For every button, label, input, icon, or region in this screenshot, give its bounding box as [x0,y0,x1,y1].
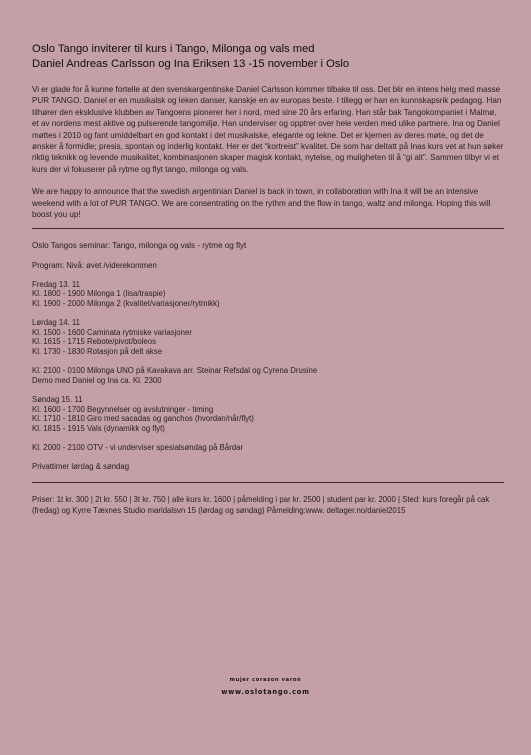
schedule-item: Kl. 1900 - 2000 Milonga 2 (kvalitet/variasjoner/rytmikk) [32,299,220,309]
page-title [32,42,504,72]
divider-top [32,228,504,229]
schedule-item: Kl. 1615 - 1715 Rebote/pivot/boleos [32,337,156,347]
schedule-item: Kl. 1500 - 1600 Caminata rytmiske variasjoner [32,327,192,337]
program-level: Program: Nivå: øvet /viderekommen [32,260,157,270]
title-line-1: Oslo Tango inviterer til kurs i Tango, Milonga og vals med [32,43,315,55]
schedule-item: Kl. 1730 - 1830 Rotasjon på delt akse [32,347,163,356]
title-line-2: Daniel Andreas Carlsson og Ina Eriksen 13 -15 november i Oslo [32,58,350,70]
seminar-title: Oslo Tangos seminar: Tango, milonga og vals - rytme og flyt [32,241,247,251]
schedule-item: Kl. 1800 - 1900 Milonga 1 (lisa/traspie) [32,289,166,299]
private-lessons: Privattimer lørdag & søndag [32,462,130,472]
sunday-heading: Søndag 15. 11 [32,394,83,404]
flyer-content [32,42,504,516]
schedule-item: Kl. 1710 - 1810 Giro med sacadas og ganchos (hvordan/når/flyt) [32,414,254,424]
schedule-item: Demo med Daniel og Ina ca. Kl. 2300 [32,375,162,385]
saturday-heading: Lørdag 14. 11 [32,318,80,328]
footer-website-link[interactable]: www.oslotango.com [221,688,310,696]
divider-bottom [32,482,504,483]
friday-heading: Fredag 13. 11 [32,279,80,289]
prices-info: Priser: 1t kr. 300 | 2t kr. 550 | 3t kr. 750 | alle kurs kr. 1600 | påmelding i par kr. 2500 | student par kr. 2000 | Sted: kurs foregår på cak (fredag) og Kyrre Tæxnes Studio maridalsvn 15 (lørdag og søndag) Påmelding:www. deltager.no/daniel2015 [32,494,490,515]
schedule-item: Kl. 1600 - 1700 Begynnelser og avslutninger - timing [32,404,214,414]
footer-tagline: mujer corazon varon [229,677,302,683]
intro-norwegian: Vi er glade for å kunne fortelle at den svenskargentinske Daniel Carlsson kommer tilbake til oss. Det blir en intens helg med masse PUR TANGO. Daniel er en musikalsk og leken danser, kanskje en av europas beste. I tillegg er han en kunnskapsrik pedagog. Han tilhører den eksklusive klubben av Tangoens pionerer her i nord, med sine 20 års erfaring. Han står bak Tangokompaniet i Malmø, et av nordens mest aktive og pulserende tangomiljø. Han underviser og opptrer over hele verden med ulike partnere. Ina og Daniel møttes i 2010 og fant umiddelbart en god kontakt i det musikalske, elegante og lekne. Det er kjernen av deres møte, og det de ønsker å formidle; presis, spontan og inderlig kontakt. Her er det “kortreist” kvalitet. De som har deltatt på Inas kurs vet at hun søker riktig teknikk og levende musikalitet, kombinasjonen skaper magisk kontakt, nytelse, og muligheten til å “gi alt”. Sammen tilbyr vi et kurs der vi fokuserer på rytme og flyt tango, milonga og vals. [32,85,504,174]
schedule-item: Kl. 1815 - 1915 Vals (dynamikk og flyt) [32,423,165,433]
seminar-program [32,241,504,471]
schedule-item: Kl. 2100 - 0100 Milonga UNO på Kavakava arr. Steinar Refsdal og Cyrena Drusine [32,366,318,376]
otv-item: Kl. 2000 - 2100 OTV - vi underviser spesialsøndag på Bårdar [32,442,244,452]
intro-english: We are happy to announce that the swedish argentinian Daniel is back in town, in collaboration with Ina it will be an intensive weekend with a lot of PUR TANGO. We are consentrating on the rythm and the flow in tango, waltz and milonga. Hoping this will boost you up! [32,187,491,220]
